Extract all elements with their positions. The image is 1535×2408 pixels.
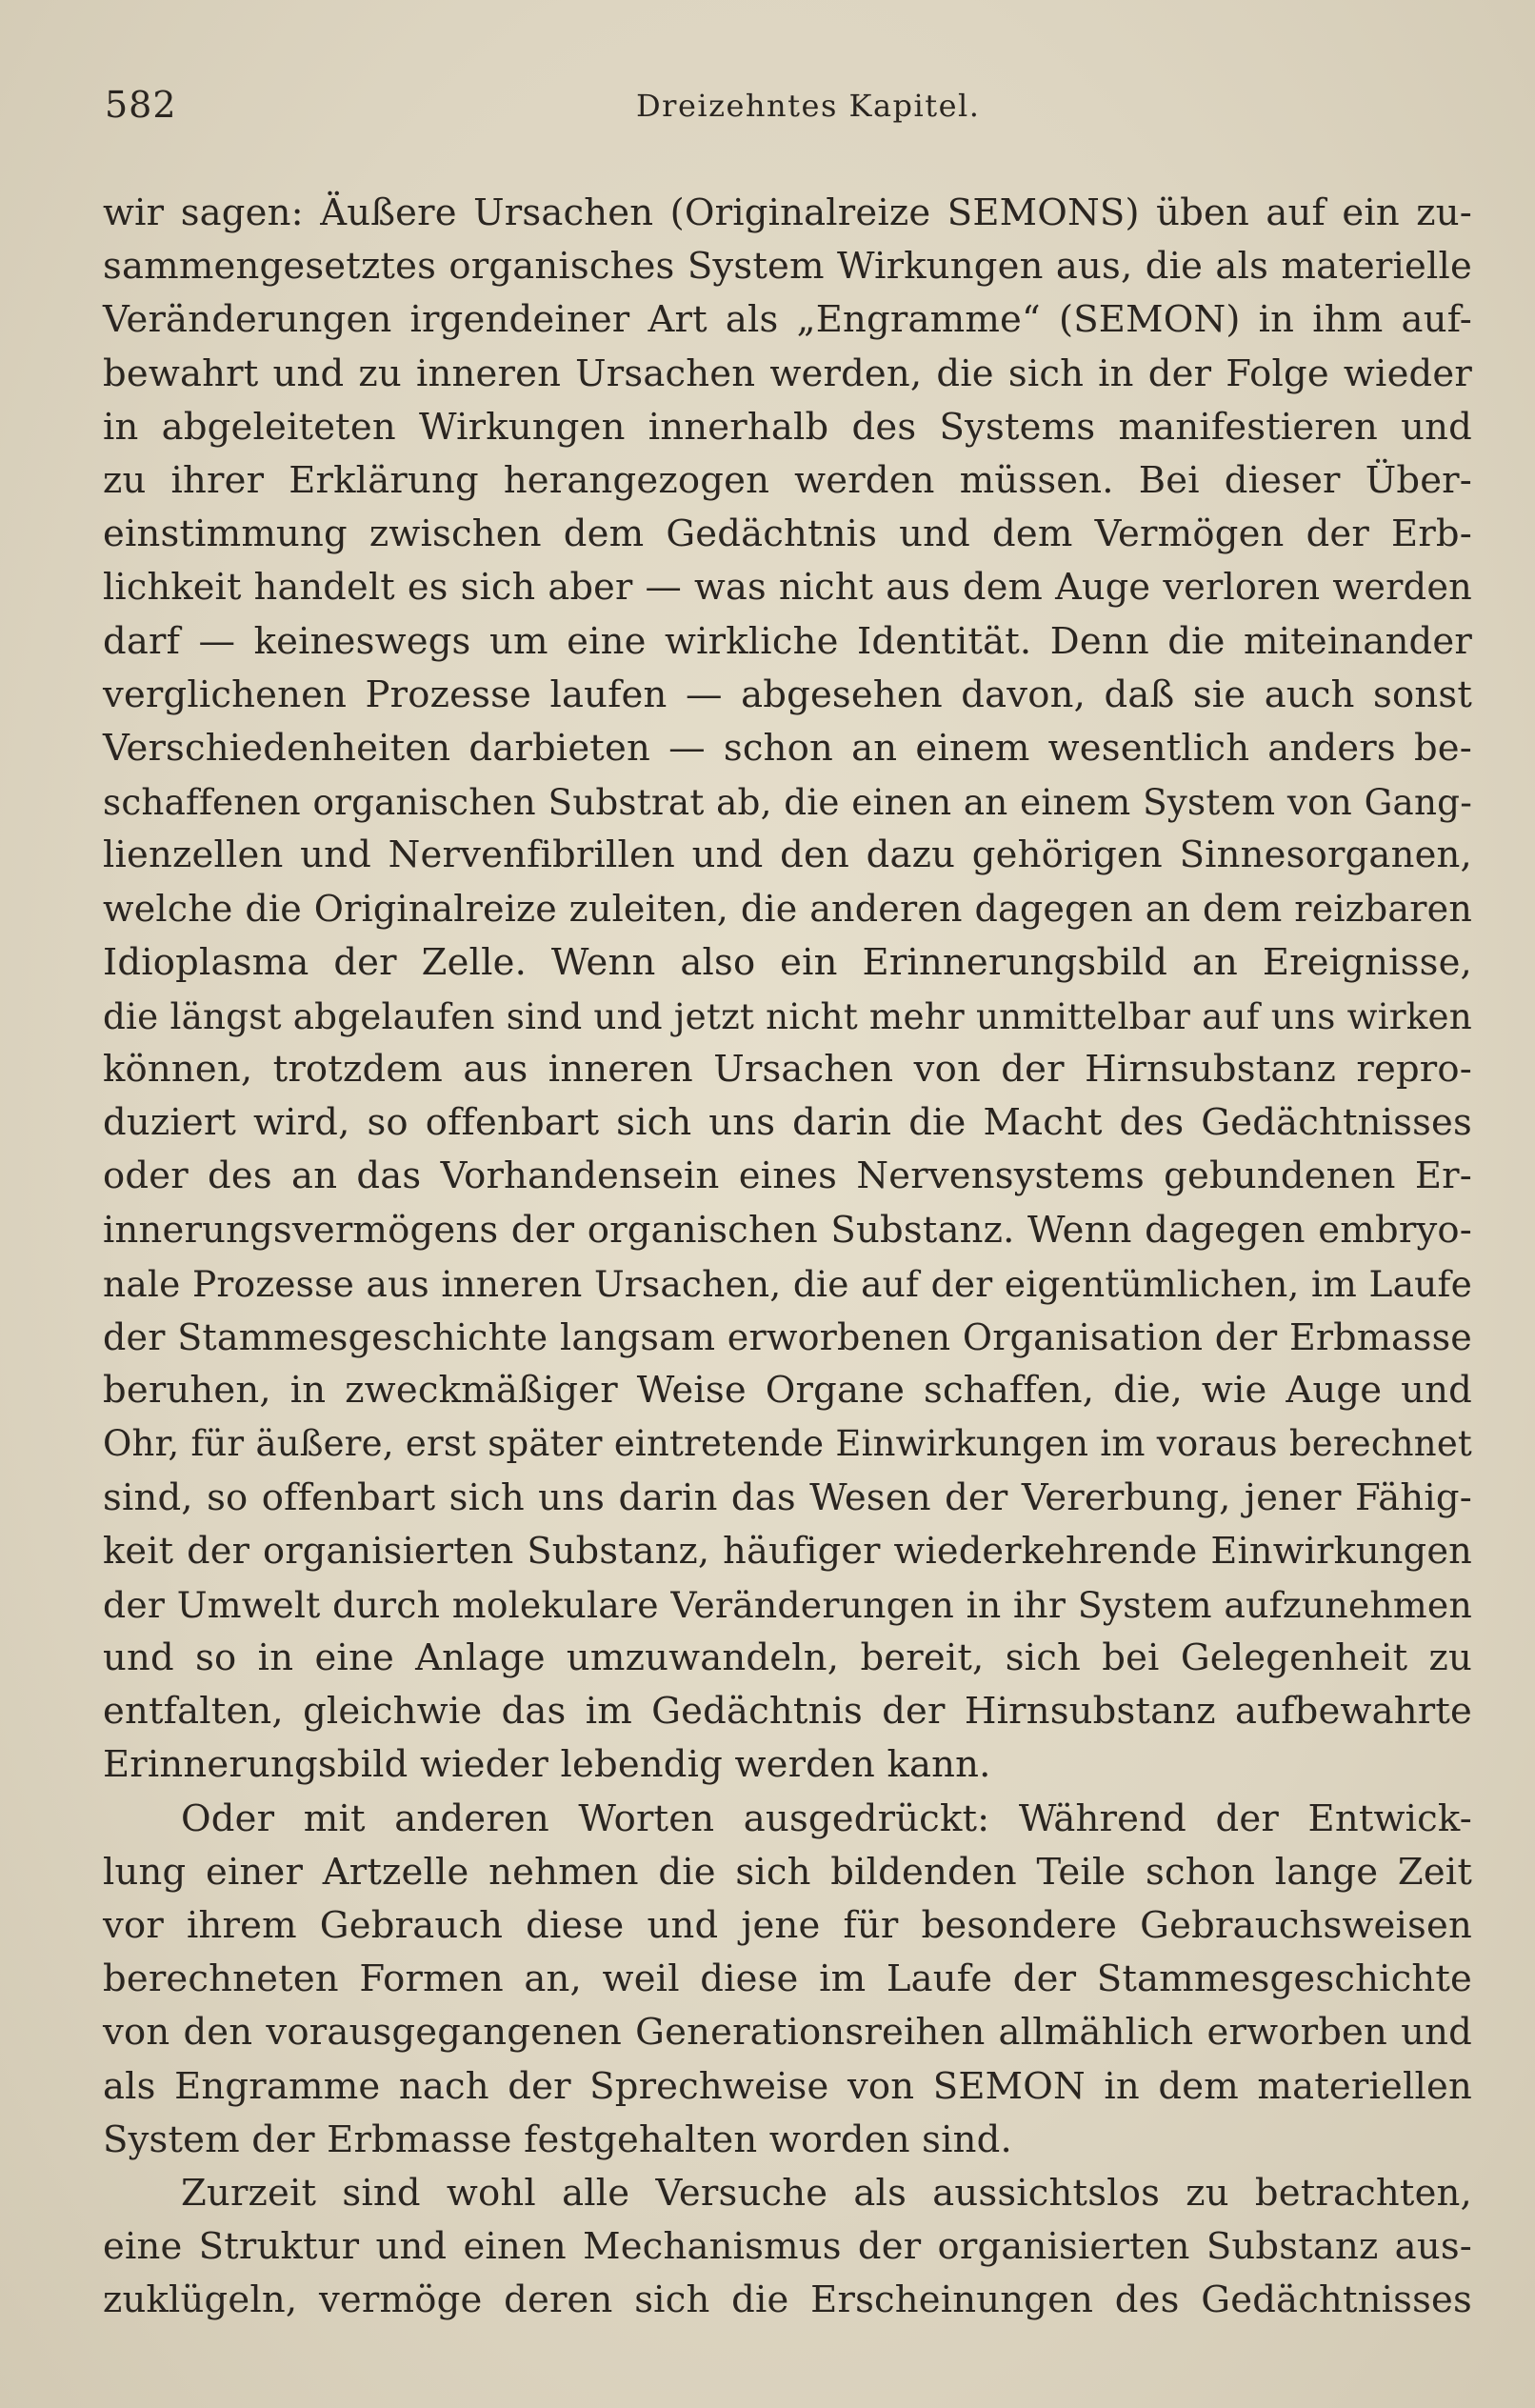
text-line: Erinnerungsbild wieder lebendig werden kann. bbox=[103, 1743, 991, 1787]
text-line: und so in eine Anlage umzuwandeln, bereit, sich bei Gelegenheit zu bbox=[103, 1636, 1472, 1680]
text-line: einstimmung zwischen dem Gedächtnis und dem Vermögen der Erb- bbox=[103, 512, 1472, 556]
text-line: die längst abgelaufen sind und jetzt nicht mehr unmittelbar auf uns wirken bbox=[103, 994, 1472, 1037]
text-line: als Engramme nach der Sprechweise von SEMON in dem materiellen bbox=[103, 2064, 1472, 2108]
text-line: entfalten, gleichwie das im Gedächtnis der Hirnsubstanz aufbewahrte bbox=[103, 1690, 1472, 1734]
text-line: von den vorausgegangenen Generationsreihen allmählich erworben und bbox=[103, 2011, 1472, 2055]
text-line: vor ihrem Gebrauch diese und jene für besondere Gebrauchsweisen bbox=[103, 1904, 1472, 1947]
text-line: zu ihrer Erklärung herangezogen werden müssen. Bei dieser Über- bbox=[103, 458, 1472, 502]
text-line: sind, so offenbart sich uns darin das Wesen der Vererbung, jener Fähig- bbox=[103, 1475, 1472, 1519]
text-line: keit der organisierten Substanz, häufiger wiederkehrende Einwirkungen bbox=[103, 1529, 1472, 1573]
text-line: lichkeit handelt es sich aber — was nicht aus dem Auge verloren werden bbox=[103, 566, 1472, 610]
body-text bbox=[103, 187, 1472, 2328]
text-line: lung einer Artzelle nehmen die sich bildenden Teile schon lange Zeit bbox=[103, 1850, 1472, 1894]
text-line: in abgeleiteten Wirkungen innerhalb des Systems manifestieren und bbox=[103, 405, 1472, 449]
text-line: beruhen, in zweckmäßiger Weise Organe schaffen, die, wie Auge und bbox=[103, 1369, 1472, 1413]
text-line: sammengesetztes organisches System Wirkungen aus, die als materielle bbox=[103, 245, 1472, 289]
text-line: lienzellen und Nervenfibrillen und den dazu gehörigen Sinnesorganen, bbox=[103, 833, 1472, 877]
text-line: Oder mit anderen Worten ausgedrückt: Während der Entwick- bbox=[181, 1796, 1472, 1840]
text-line: Veränderungen irgendeiner Art als „Engramme“ (SEMON) in ihm auf- bbox=[103, 298, 1472, 342]
page-header bbox=[105, 84, 1478, 141]
text-line: zuklügeln, vermöge deren sich die Erscheinungen des Gedächtnisses bbox=[103, 2278, 1472, 2322]
text-line: innerungsvermögens der organischen Substanz. Wenn dagegen embryo- bbox=[103, 1208, 1472, 1252]
text-line: bewahrt und zu inneren Ursachen werden, die sich in der Folge wieder bbox=[103, 351, 1472, 395]
text-line: verglichenen Prozesse laufen — abgesehen davon, daß sie auch sonst bbox=[103, 672, 1472, 716]
running-head: Dreizehntes Kapitel. bbox=[636, 88, 981, 124]
text-line: berechneten Formen an, weil diese im Laufe der Stammesgeschichte bbox=[103, 1957, 1472, 2001]
text-line: welche die Originalreize zuleiten, die anderen dagegen an dem reizbaren bbox=[103, 888, 1472, 931]
text-line: Ohr, für äußere, erst später eintretende Einwirkungen im voraus berechnet bbox=[103, 1423, 1472, 1465]
text-line: Zurzeit sind wohl alle Versuche als aussichtslos zu betrachten, bbox=[181, 2171, 1472, 2215]
text-line: nale Prozesse aus inneren Ursachen, die auf der eigentümlichen, im Laufe bbox=[103, 1262, 1472, 1305]
text-line: oder des an das Vorhandensein eines Nervensystems gebundenen Er- bbox=[103, 1154, 1472, 1198]
text-line: eine Struktur und einen Mechanismus der organisierten Substanz aus- bbox=[103, 2225, 1472, 2269]
text-line: Verschiedenheiten darbieten — schon an einem wesentlich anders be- bbox=[103, 726, 1472, 770]
text-line: wir sagen: Äußere Ursachen (Originalreize SEMONS) üben auf ein zu- bbox=[103, 191, 1472, 234]
text-line: der Umwelt durch molekulare Veränderungen in ihr System aufzunehmen bbox=[103, 1583, 1472, 1626]
text-line: System der Erbmasse festgehalten worden sind. bbox=[103, 2117, 1012, 2161]
text-line: schaffenen organischen Substrat ab, die einen an einem System von Gang- bbox=[103, 781, 1472, 824]
text-line: können, trotzdem aus inneren Ursachen von der Hirnsubstanz repro- bbox=[103, 1048, 1472, 1091]
text-line: der Stammesgeschichte langsam erworbenen Organisation der Erbmasse bbox=[103, 1315, 1472, 1358]
text-line: Idioplasma der Zelle. Wenn also ein Erinnerungsbild an Ereignisse, bbox=[103, 940, 1472, 984]
text-line: duziert wird, so offenbart sich uns darin die Macht des Gedächtnisses bbox=[103, 1101, 1472, 1145]
text-line: darf — keineswegs um eine wirkliche Identität. Denn die miteinander bbox=[103, 619, 1472, 663]
page-number: 582 bbox=[105, 84, 177, 126]
